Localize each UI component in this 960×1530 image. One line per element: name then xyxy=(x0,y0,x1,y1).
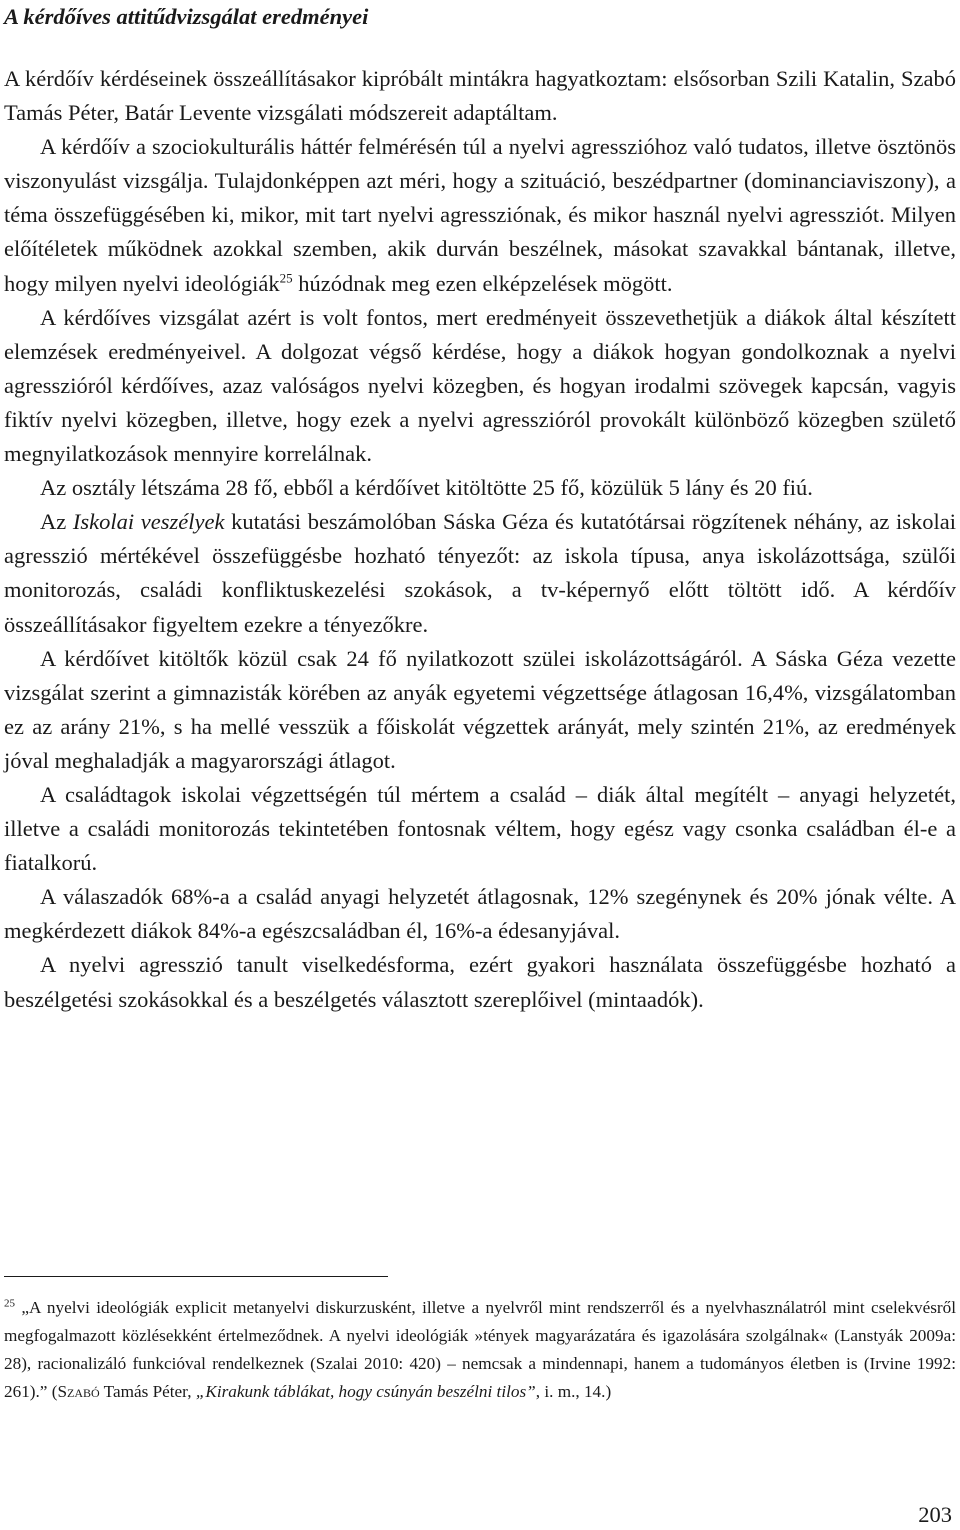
footnote-author: Szabó xyxy=(57,1382,100,1401)
body-text xyxy=(4,62,956,1017)
footnote-text: „A nyelvi ideológiák explicit metanyelvi diskurzusként, illetve a nyelvről mint rendszerről és a nyelvhasználatról mint cselekvésről megfogalmazott közlésekként értelmeződnek. A nyelvi ideológiák »tények magyarázatára és igazolására szolgálnak« (Lanstyák 2009a: 28), racionalizáló funkcióval rendelkeznek (Szalai 2010: 420) – nemcsak a mindennapi, hanem a tudományos életben is (Irvine 1992: 261).” ( xyxy=(4,1298,956,1401)
footnote-text-mid: Tamás Péter, xyxy=(99,1382,196,1401)
paragraph-5-text: kutatási beszámolóban Sáska Géza és kutatótársai rögzítenek néhány, az iskolai agresszió mértékével összefüggésbe hozható tényezőt: az iskola típusa, anya iskolázottsága, szülői monitorozás, családi konfliktuskezelési szokások, a tv-képernyő előtt töltött idő. A kérdőív összeállításakor figyeltem ezekre a tényezőkre. xyxy=(4,509,956,637)
footnote-text-end: , i. m., 14.) xyxy=(535,1382,612,1401)
document-page xyxy=(4,0,956,1527)
page-number: 203 xyxy=(918,1502,952,1527)
paragraph-2-text-end: húzódnak meg ezen elképzelések mögött. xyxy=(292,270,673,296)
paragraph-4: Az osztály létszáma 28 fő, ebből a kérdőívet kitöltötte 25 fő, közülük 5 lány és 20 fiú. xyxy=(40,475,813,501)
footnote-divider xyxy=(4,1276,388,1277)
footnote-cited-title: „Kirakunk táblákat, hogy csúnyán beszélni tilos” xyxy=(195,1382,536,1401)
paragraph-7: A családtagok iskolai végzettségén túl mértem a család – diák által megítélt – anyagi helyzetét, illetve a családi monitorozás tekintetében fontosnak véltem, hogy egész vagy csonka családban él-e a fiatalkorú. xyxy=(4,781,956,876)
paragraph-8: A válaszadók 68%-a a család anyagi helyzetét átlagosnak, 12% szegénynek és 20% jónak vélte. A megkérdezett diákok 84%-a egészcsaládban él, 16%-a édesanyjával. xyxy=(4,884,956,944)
section-heading: A kérdőíves attitűdvizsgálat eredményei xyxy=(4,4,369,29)
paragraph-9: A nyelvi agresszió tanult viselkedésforma, ezért gyakori használata összefüggésbe hozható a beszélgetési szokásokkal és a beszélgetés választott szereplőivel (mintaadók). xyxy=(4,952,956,1012)
paragraph-5-text-start: Az xyxy=(40,509,73,535)
paragraph-2-text: A kérdőív a szociokulturális háttér felmérésén túl a nyelvi agresszióhoz való tudatos, illetve ösztönös viszonyulást vizsgálja. Tulajdonképpen azt méri, hogy a szituáció, beszédpartner (dominanciaviszony), a téma összefüggésében ki, mikor, mit tart nyelvi agressziónak, és mikor használ nyelvi agressziót. Milyen előítéletek működnek azokkal szemben, akik durván beszélnek, másokat szavakkal bántanak, illetve, hogy milyen nyelvi ideológiák xyxy=(4,134,956,296)
footnote-number: 25 xyxy=(4,1297,15,1310)
footnote-25 xyxy=(4,1294,956,1406)
report-title: Iskolai veszélyek xyxy=(72,509,225,535)
paragraph-5 xyxy=(4,505,956,641)
footnote-reference-25[interactable]: 25 xyxy=(279,270,293,286)
paragraph-2 xyxy=(4,130,956,300)
paragraph-1: A kérdőív kérdéseinek összeállításakor kipróbált mintákra hagyatkoztam: elsősorban Szili Katalin, Szabó Tamás Péter, Batár Levente vizsgálati módszereit adaptáltam. xyxy=(4,66,956,126)
paragraph-3: A kérdőíves vizsgálat azért is volt fontos, mert eredményeit összevethetjük a diákok által készített elemzések eredményeivel. A dolgozat végső kérdése, hogy a diákok hogyan gondolkoznak a nyelvi agresszióról kérdőíves, azaz valóságos nyelvi közegben, és hogyan irodalmi szövegek kapcsán, vagyis fiktív nyelvi közegben, illetve, hogy ezek a nyelvi agresszióról provokált különböző közegben születő megnyilatkozások mennyire korrelálnak. xyxy=(4,304,956,467)
paragraph-6: A kérdőívet kitöltők közül csak 24 fő nyilatkozott szülei iskolázottságáról. A Sáska Géza vezette vizsgálat szerint a gimnazisták körében az anyák egyetemi végzettsége átlagosan 16,4%, vizsgálatomban ez az arány 21%, s ha mellé vesszük a főiskolát végzettek arányát, mely szintén 21%, az eredmények jóval meghaladják a magyarországi átlagot. xyxy=(4,645,956,773)
